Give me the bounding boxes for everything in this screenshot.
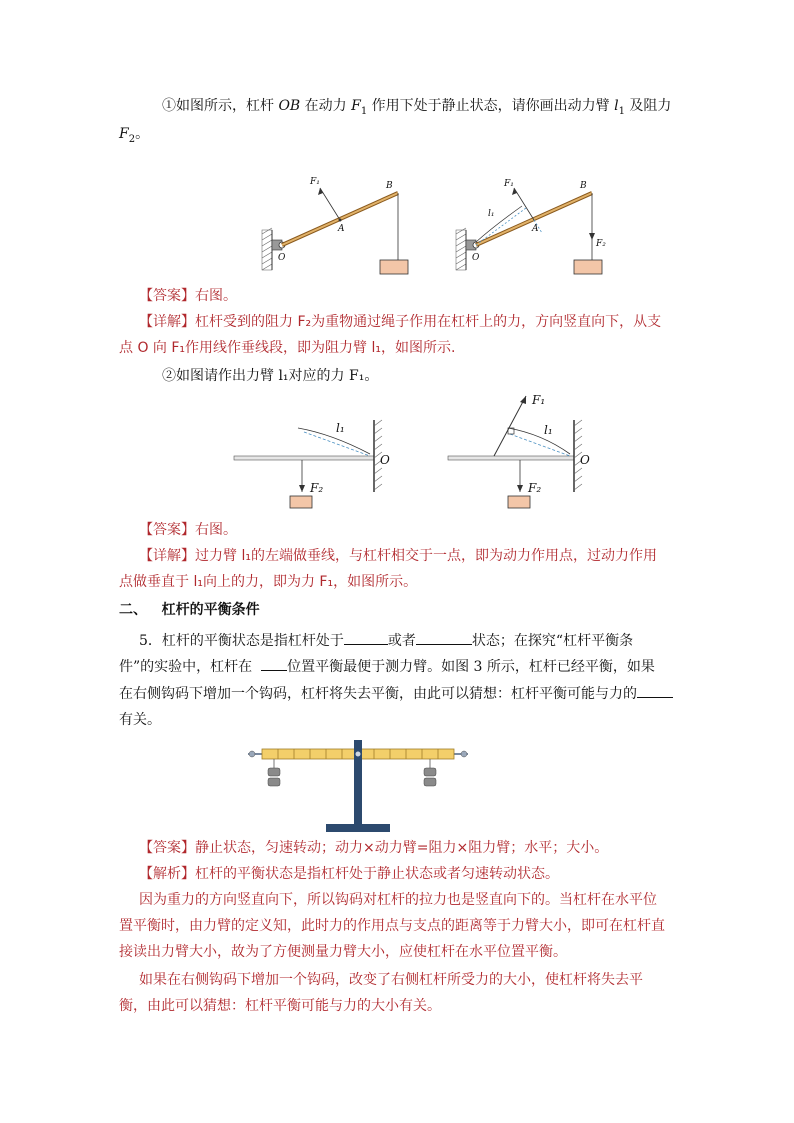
label-f1: F₁ <box>310 177 320 187</box>
weight-block <box>380 260 408 274</box>
detail-2-line-1: 【详解】过力臂 l₁的左端做垂线，与杠杆相交于一点，即为动力作用点，过动力作用 <box>139 548 657 564</box>
label-b: B <box>386 181 393 191</box>
force-f2-arrow <box>589 233 595 240</box>
lever-figure-right <box>454 168 634 278</box>
lever2-figure-right <box>446 380 616 510</box>
arm-l1 <box>298 428 370 454</box>
right-hook-weight-2 <box>424 778 436 786</box>
svg-text:B: B <box>580 181 587 191</box>
q1-line-2: $F_2$。 <box>119 126 150 145</box>
analysis-para1-line-3: 接读出力臂大小，故为了方便测量力臂大小，应使杠杆在水平位置平衡。 <box>119 944 567 960</box>
left-hook-weight-1 <box>268 768 280 776</box>
balance-figure <box>248 736 468 836</box>
q5-line-2: 件”的实验中，杠杆在 位置平衡最便于测力臂。如图 3 所示，杠杆已经平衡，如果 <box>119 656 655 677</box>
svg-text:F₁: F₁ <box>504 179 514 189</box>
q1-line-1: ①如图所示，杠杆 OB 在动力 $F_1$ 作用下处于静止状态，请你画出动力臂 $l_1$ 及阻力 <box>162 98 672 117</box>
force-f1-arrow <box>494 396 526 456</box>
q5-line-4: 有关。 <box>119 712 161 728</box>
blank-1 <box>344 630 388 645</box>
svg-text:A: A <box>532 224 539 234</box>
analysis-para2-line-1: 如果在右侧钩码下增加一个钩码，改变了右侧杠杆所受力的大小，使杠杆将失去平 <box>139 972 643 988</box>
lever-rod <box>234 456 374 460</box>
q5-line-3: 在右侧钩码下增加一个钩码，杠杆将失去平衡，由此可以猜想：杠杆平衡可能与力的 <box>119 683 673 704</box>
label-f2: F₂ <box>310 481 324 495</box>
weight-block <box>290 496 312 508</box>
blank-2 <box>416 630 472 645</box>
detail-2-line-2: 点做垂直于 l₁向上的力，即为力 F₁，如图所示。 <box>119 574 418 590</box>
analysis-para2-line-2: 衡，由此可以猜想：杠杆平衡可能与力的大小有关。 <box>119 998 441 1014</box>
lever2-figure-left <box>232 400 402 510</box>
lever-figure-left <box>260 168 440 278</box>
force-f1-arrow <box>320 188 340 220</box>
q5-line-1: 5．杠杆的平衡状态是指杠杆处于 或者 状态；在探究“杠杆平衡条 <box>139 630 633 651</box>
detail-1-line-1: 【详解】杠杆受到的阻力 F₂为重物通过绳子作用在杠杆上的力，方向竖直向下，从支 <box>139 314 662 330</box>
q2-line: ②如图请作出力臂 l₁对应的力 F₁。 <box>162 368 379 384</box>
svg-text:F₂: F₂ <box>528 481 542 495</box>
right-hook-weight-1 <box>424 768 436 776</box>
label-o: O <box>380 453 390 467</box>
pivot <box>356 752 361 757</box>
blank-3 <box>261 656 287 671</box>
svg-text:O: O <box>580 453 590 467</box>
label-l1: l₁ <box>336 421 345 435</box>
symbol-ob: OB <box>278 98 301 114</box>
answer-1: 【答案】右图。 <box>139 288 237 304</box>
analysis-para1-line-1: 因为重力的方向竖直向下，所以钩码对杠杆的拉力也是竖直向下的。当杠杆在水平位 <box>139 892 657 908</box>
svg-text:O: O <box>472 253 480 263</box>
force-f1-arrow <box>514 188 534 220</box>
detail-1-line-2: 点 O 向 F₁作用线作垂线段，即为阻力臂 l₁，如图所示. <box>119 340 456 356</box>
label-f1: F₁ <box>532 393 546 407</box>
label-f2: F₂ <box>596 239 606 249</box>
svg-text:l₁: l₁ <box>544 423 553 437</box>
answer-2: 【答案】右图。 <box>139 522 237 538</box>
section-heading: 二、 杠杆的平衡条件 <box>119 602 260 618</box>
analysis-para1-line-2: 置平衡时，由力臂的定义知，此时力的作用点与支点的距离等于力臂大小，即可在杠杆直 <box>119 918 665 934</box>
label-o: O <box>278 253 286 263</box>
left-hook-weight-2 <box>268 778 280 786</box>
label-l1: l₁ <box>488 209 495 219</box>
blank-4 <box>637 683 673 698</box>
answer-5: 【答案】静止状态，匀速转动；动力×动力臂=阻力×阻力臂；水平；大小。 <box>139 840 609 856</box>
label-a: A <box>338 224 345 234</box>
wall <box>262 230 272 270</box>
stand-base <box>326 824 390 832</box>
analysis-5: 【解析】杠杆的平衡状态是指杠杆处于静止状态或者匀速转动状态。 <box>139 866 559 882</box>
